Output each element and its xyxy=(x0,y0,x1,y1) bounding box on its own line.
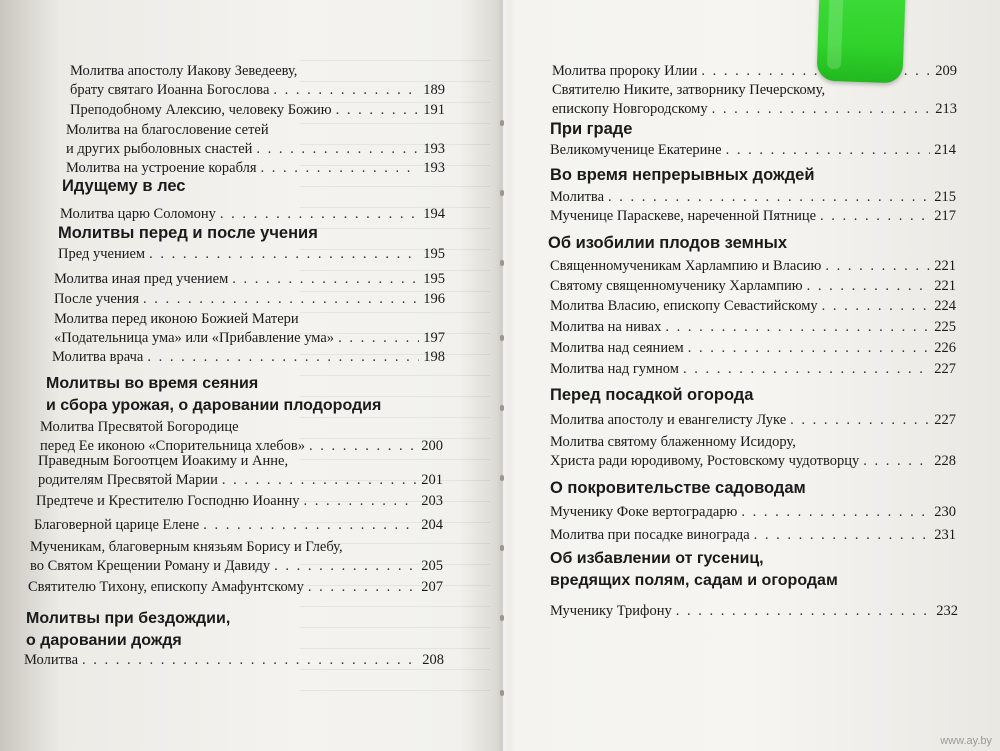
toc-entry[interactable] xyxy=(36,492,443,511)
toc-entry-title-line: Молитва врача xyxy=(52,349,144,365)
toc-entry[interactable] xyxy=(550,339,956,358)
dot-leader xyxy=(608,188,930,207)
dot-leader xyxy=(338,329,419,348)
section-heading xyxy=(26,608,230,652)
toc-entry-title-line: Мученице Параскеве, нареченной Пятнице xyxy=(550,208,817,224)
section-heading-line: При граде xyxy=(550,120,633,138)
page-number: 193 xyxy=(423,160,445,176)
toc-entry-title-line: Молитва Власию, епископу Севастийскому xyxy=(550,298,818,314)
toc-entry-title-line: Великомученице Екатерине xyxy=(550,142,722,158)
toc-entry[interactable] xyxy=(60,205,445,224)
toc-entry-title-line: Молитва апостолу Иакову Зеведееву, xyxy=(70,63,298,79)
page-number: 228 xyxy=(934,453,956,469)
dot-leader xyxy=(149,245,419,264)
dot-leader xyxy=(683,360,930,379)
toc-entry[interactable] xyxy=(66,121,445,159)
toc-entry-title-line: Молитва при посадке винограда xyxy=(550,527,750,543)
dot-leader xyxy=(863,452,930,471)
toc-entry-title-line: Молитва над гумном xyxy=(550,361,679,377)
toc-entry[interactable] xyxy=(30,538,443,576)
dot-leader xyxy=(688,339,931,358)
page-number: 195 xyxy=(423,271,445,287)
toc-entry-title-line: Молитва на устроение корабля xyxy=(66,160,257,176)
page-number: 227 xyxy=(934,412,956,428)
dot-leader xyxy=(232,270,419,289)
toc-entry-title-line: Молитва xyxy=(24,652,79,668)
page-number: 205 xyxy=(421,558,443,574)
toc-entry-title-line: Молитва апостолу и евангелисту Луке xyxy=(550,412,787,428)
page-number: 215 xyxy=(934,189,956,205)
section-heading xyxy=(550,478,806,499)
toc-entry-last-line xyxy=(552,100,957,119)
section-heading-line: Об избавлении от гусениц, xyxy=(550,550,764,567)
section-heading xyxy=(46,373,381,417)
toc-entry-title-line: брату святаго Иоанна Богослова xyxy=(70,82,270,98)
toc-entry-last-line xyxy=(38,471,443,490)
binding-stitch xyxy=(500,545,504,551)
toc-entry-last-line xyxy=(58,245,445,264)
toc-entry[interactable] xyxy=(550,433,956,471)
dot-leader xyxy=(222,471,417,490)
toc-entry-last-line xyxy=(550,339,956,358)
toc-entry-last-line xyxy=(54,270,445,289)
toc-entry[interactable] xyxy=(550,297,956,316)
section-heading xyxy=(550,119,632,140)
binding-stitch xyxy=(500,405,504,411)
dot-leader xyxy=(256,140,419,159)
toc-entry-last-line xyxy=(60,205,445,224)
page-number: 198 xyxy=(423,349,445,365)
toc-entry-last-line xyxy=(36,492,443,511)
toc-entry-last-line xyxy=(34,516,443,535)
section-heading-line: Молитвы при бездождии, xyxy=(26,610,231,627)
section-heading xyxy=(550,548,838,592)
binding-stitch xyxy=(500,615,504,621)
dot-leader xyxy=(220,205,419,224)
toc-entry-title-line: Молитва иная пред учением xyxy=(54,271,229,287)
green-bookmark xyxy=(816,0,905,83)
toc-entry-last-line xyxy=(550,526,956,545)
page-number: 197 xyxy=(423,330,445,346)
toc-entry[interactable] xyxy=(54,270,445,289)
binding-stitch xyxy=(500,690,504,696)
dot-leader xyxy=(203,516,417,535)
toc-entry[interactable] xyxy=(550,277,956,296)
page-number: 217 xyxy=(934,208,956,224)
page-number: 209 xyxy=(935,63,957,79)
page-number: 193 xyxy=(423,141,445,157)
page-number: 232 xyxy=(936,603,958,619)
toc-entry-title-line: Молитва Пресвятой Богородице xyxy=(40,419,239,435)
toc-entry-title-line: Молитва царю Соломону xyxy=(60,206,216,222)
toc-entry-title-line: Молитва над сеянием xyxy=(550,340,684,356)
page-number: 214 xyxy=(934,142,956,158)
toc-entry-title-line: После учения xyxy=(54,291,139,307)
toc-entry[interactable] xyxy=(24,651,444,670)
toc-entry-title-line: Молитва на нивах xyxy=(550,319,662,335)
toc-entry[interactable] xyxy=(28,578,443,597)
toc-entry-last-line xyxy=(66,140,445,159)
toc-entry[interactable] xyxy=(70,62,445,100)
toc-entry-title-line: Молитва на благословение сетей xyxy=(66,122,269,138)
toc-entry-last-line xyxy=(70,81,445,100)
page-number: 213 xyxy=(935,101,957,117)
toc-entry-last-line xyxy=(70,101,445,120)
toc-entry-title-line: Священномученикам Харлампию и Власию xyxy=(550,258,822,274)
dot-leader xyxy=(726,141,931,160)
dot-leader xyxy=(712,100,932,119)
toc-entry[interactable] xyxy=(550,188,956,207)
toc-entry-last-line xyxy=(54,290,445,309)
page-number: 204 xyxy=(421,517,443,533)
toc-entry-title-line: родителям Пресвятой Марии xyxy=(38,472,218,488)
dot-leader xyxy=(825,257,930,276)
toc-entry-title-line: Преподобному Алексию, человеку Божию xyxy=(70,102,332,118)
toc-entry[interactable] xyxy=(550,318,956,337)
toc-entry[interactable] xyxy=(38,452,443,490)
watermark: www.ay.by xyxy=(940,735,992,747)
toc-entry-last-line xyxy=(550,503,956,522)
dot-leader xyxy=(807,277,931,296)
right-page xyxy=(510,0,1000,751)
toc-entry-last-line xyxy=(550,602,958,621)
dot-leader xyxy=(741,503,930,522)
toc-entry-last-line xyxy=(550,207,956,226)
toc-entry[interactable] xyxy=(550,503,956,522)
dot-leader xyxy=(308,578,417,597)
page-number: 226 xyxy=(934,340,956,356)
toc-entry-last-line xyxy=(52,348,445,367)
page-number: 191 xyxy=(423,102,445,118)
toc-entry-title-line: во Святом Крещении Роману и Давиду xyxy=(30,558,271,574)
toc-entry-title-line: перед Ее иконою «Спорительница хлебов» xyxy=(40,438,305,454)
section-heading xyxy=(550,165,815,186)
toc-entry-title-line: Молитва xyxy=(550,189,605,205)
toc-entry[interactable] xyxy=(58,245,445,264)
section-heading-line: Перед посадкой огорода xyxy=(550,386,754,404)
section-heading-line: и сбора урожая, о даровании плодородия xyxy=(46,397,382,414)
page-number: 231 xyxy=(934,527,956,543)
toc-entry-last-line xyxy=(28,578,443,597)
page-number: 221 xyxy=(934,278,956,294)
toc-entry[interactable] xyxy=(40,418,443,456)
toc-entry[interactable] xyxy=(550,526,956,545)
page-number: 230 xyxy=(934,504,956,520)
section-heading-line: Молитвы перед и после учения xyxy=(58,224,318,242)
dot-leader xyxy=(274,557,417,576)
section-heading-line: Идущему в лес xyxy=(62,177,186,195)
left-page xyxy=(0,0,496,751)
section-heading-line: О покровительстве садоводам xyxy=(550,479,806,497)
toc-entry-title-line: Молитва перед иконою Божией Матери xyxy=(54,311,299,327)
dot-leader xyxy=(147,348,419,367)
toc-entry-last-line xyxy=(550,188,956,207)
binding-stitch xyxy=(500,190,504,196)
section-heading xyxy=(58,223,318,244)
section-heading xyxy=(62,176,185,197)
dot-leader xyxy=(273,81,419,100)
toc-entry-title-line: Мученикам, благоверным князьям Борису и Глебу, xyxy=(30,539,343,555)
toc-entry-title-line: и других рыболовных снастей xyxy=(66,141,253,157)
page-number: 194 xyxy=(423,206,445,222)
toc-entry-last-line xyxy=(30,557,443,576)
binding-stitch xyxy=(500,120,504,126)
toc-entry-last-line xyxy=(550,411,956,430)
toc-entry[interactable] xyxy=(550,602,958,621)
page-number: 224 xyxy=(934,298,956,314)
toc-entry[interactable] xyxy=(550,411,956,430)
toc-entry[interactable] xyxy=(70,101,445,120)
dot-leader xyxy=(665,318,930,337)
section-heading-line: Во время непрерывных дождей xyxy=(550,166,815,184)
toc-entry-title-line: Святому священномученику Харлампию xyxy=(550,278,803,294)
dot-leader xyxy=(261,159,420,178)
toc-entry[interactable] xyxy=(550,141,956,160)
toc-entry-title-line: Предтече и Крестителю Господню Иоанну xyxy=(36,493,300,509)
page-number: 196 xyxy=(423,291,445,307)
toc-entry-title-line: Молитва пророку Илии xyxy=(552,63,698,79)
page-number: 221 xyxy=(934,258,956,274)
toc-entry-last-line xyxy=(550,318,956,337)
toc-entry[interactable] xyxy=(552,81,957,119)
page-number: 207 xyxy=(421,579,443,595)
toc-entry[interactable] xyxy=(550,257,956,276)
section-heading-line: о даровании дождя xyxy=(26,632,182,649)
page-number: 189 xyxy=(423,82,445,98)
toc-entry-title-line: Благоверной царице Елене xyxy=(34,517,200,533)
toc-entry[interactable] xyxy=(550,360,956,379)
section-heading xyxy=(548,233,787,254)
toc-entry-last-line xyxy=(550,257,956,276)
toc-entry[interactable] xyxy=(52,348,445,367)
toc-entry-title-line: Святителю Никите, затворнику Печерскому, xyxy=(552,82,826,98)
toc-entry-last-line xyxy=(550,452,956,471)
page-number: 201 xyxy=(421,472,443,488)
toc-entry[interactable] xyxy=(34,516,443,535)
toc-entry-title-line: епископу Новгородскому xyxy=(552,101,708,117)
toc-entry[interactable] xyxy=(54,290,445,309)
book-gutter xyxy=(496,0,510,751)
page-number: 208 xyxy=(422,652,444,668)
section-heading-line: вредящих полям, садам и огородам xyxy=(550,572,838,589)
toc-entry-last-line xyxy=(550,360,956,379)
binding-stitch xyxy=(500,475,504,481)
toc-entry-last-line xyxy=(54,329,445,348)
section-heading xyxy=(550,385,753,406)
dot-leader xyxy=(336,101,420,120)
toc-entry-last-line xyxy=(550,277,956,296)
toc-entry-last-line xyxy=(550,297,956,316)
dot-leader xyxy=(754,526,931,545)
toc-entry-title-line: Мученику Фоке вертоградарю xyxy=(550,504,738,520)
dot-leader xyxy=(143,290,419,309)
toc-entry-title-line: «Подательница ума» или «Прибавление ума» xyxy=(54,330,335,346)
toc-entry-title-line: Христа ради юродивому, Ростовскому чудотворцу xyxy=(550,453,860,469)
toc-entry[interactable] xyxy=(54,310,445,348)
dot-leader xyxy=(820,207,930,226)
dot-leader xyxy=(790,411,930,430)
dot-leader xyxy=(303,492,417,511)
toc-entry-title-line: Святителю Тихону, епископу Амафунтскому xyxy=(28,579,304,595)
toc-entry-title-line: Пред учением xyxy=(58,246,146,262)
page-number: 225 xyxy=(934,319,956,335)
toc-entry[interactable] xyxy=(550,207,956,226)
dot-leader xyxy=(82,651,418,670)
toc-entry-title-line: Праведным Богоотцем Иоакиму и Анне, xyxy=(38,453,289,469)
section-heading-line: Молитвы во время сеяния xyxy=(46,375,259,392)
toc-entry-title-line: Мученику Трифону xyxy=(550,603,672,619)
page-number: 195 xyxy=(423,246,445,262)
page-number: 203 xyxy=(421,493,443,509)
section-heading-line: Об изобилии плодов земных xyxy=(548,234,788,252)
page-number: 200 xyxy=(421,438,443,454)
toc-entry-title-line: Молитва святому блаженному Исидору, xyxy=(550,434,796,450)
binding-stitch xyxy=(500,335,504,341)
toc-entry-last-line xyxy=(24,651,444,670)
page-number: 227 xyxy=(934,361,956,377)
dot-leader xyxy=(822,297,931,316)
toc-entry-last-line xyxy=(550,141,956,160)
dot-leader xyxy=(676,602,933,621)
binding-stitch xyxy=(500,260,504,266)
